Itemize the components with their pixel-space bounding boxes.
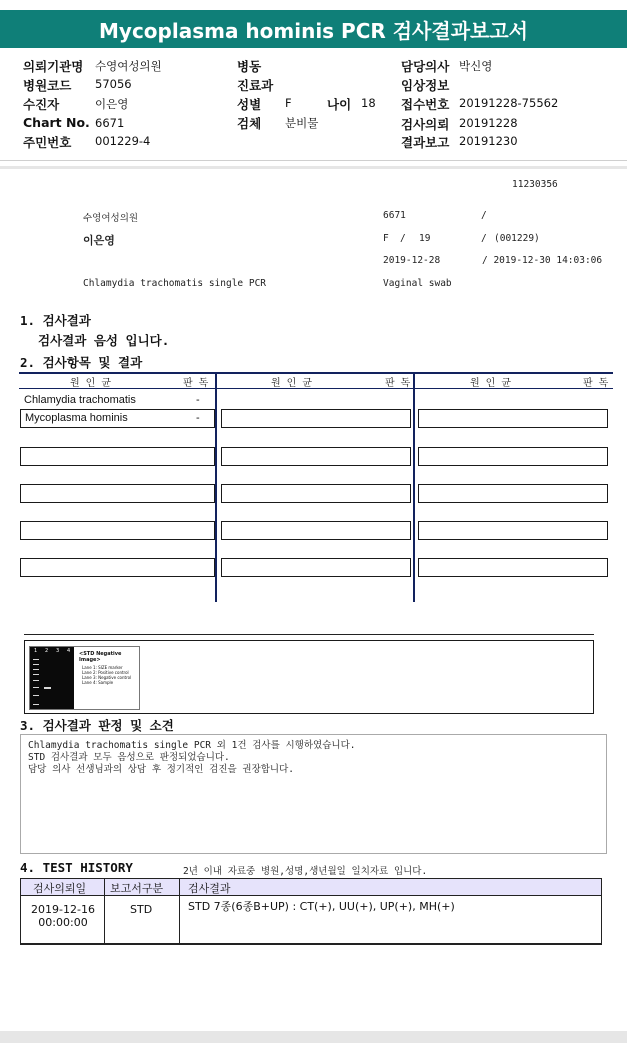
label-report-date: 결과보고	[401, 135, 450, 150]
gel-image	[29, 646, 140, 710]
value-report-date: 20191230	[459, 134, 518, 148]
label-receipt-no: 접수번호	[401, 97, 450, 112]
value-chart-no: 6671	[95, 116, 125, 130]
value-sex: F	[285, 96, 292, 110]
label-sex: 성별	[237, 97, 262, 112]
organism-name: Mycoplasma hominis	[25, 412, 128, 424]
value-hospital-code: 57056	[95, 77, 132, 91]
table-row	[20, 521, 215, 540]
history-col-type: 보고서구분	[110, 882, 164, 895]
section3-heading: 3. 검사결과 판정 및 소견	[20, 718, 174, 733]
header-divider-shadow	[0, 166, 627, 169]
label-request-date: 검사의뢰	[401, 117, 450, 132]
header-divider	[0, 160, 627, 161]
organism-result: -	[196, 412, 200, 424]
marker-band	[33, 674, 39, 675]
table-row	[20, 447, 215, 466]
label-patient: 수진자	[23, 97, 60, 112]
info-slash2: /	[481, 233, 487, 244]
section4-heading: 4. TEST HISTORY	[20, 860, 133, 875]
gel-lanes	[30, 647, 74, 709]
gel-legend-line: Lane 2: Positive control	[82, 670, 129, 675]
gel-panel	[24, 640, 594, 714]
gel-legend-line: Lane 3: Negative control	[82, 675, 132, 680]
value-receipt-no: 20191228-75562	[459, 96, 559, 110]
findings-line: Chlamydia trachomatis single PCR 외 1건 검사를 시행하였습니다.	[28, 740, 356, 751]
marker-band	[33, 704, 39, 705]
label-clinical-info: 임상정보	[401, 78, 450, 93]
positive-control-band	[44, 687, 51, 689]
section2-heading: 2. 검사항목 및 결과	[20, 355, 143, 370]
marker-band	[33, 687, 39, 688]
organism-name: Chlamydia trachomatis	[24, 394, 136, 406]
col-header-organism-1: 원 인 균	[70, 378, 112, 389]
section1-heading: 1. 검사결과	[20, 313, 91, 328]
table-row	[418, 447, 608, 466]
lane-number: 4	[67, 648, 71, 654]
table-row	[30, 903, 96, 929]
history-col-result: 검사결과	[188, 882, 231, 895]
lane-number: 2	[45, 648, 49, 654]
marker-band	[33, 659, 39, 660]
gel-legend	[82, 665, 131, 685]
col-header-result-2: 판 독	[385, 378, 411, 389]
value-age: 18	[361, 96, 376, 110]
table-row	[418, 484, 608, 503]
history-col-divider-2	[179, 878, 180, 944]
table-row	[418, 558, 608, 577]
findings-text	[28, 740, 355, 776]
label-requesting-institution: 의뢰기관명	[23, 59, 84, 74]
history-note: 2년 이내 자료중 병원,성명,생년월일 일치자료 입니다.	[183, 866, 428, 877]
value-specimen: 분비물	[285, 116, 319, 130]
info-test-name: Chlamydia trachomatis single PCR	[83, 278, 267, 289]
marker-band	[33, 680, 39, 681]
info-birth: (001229)	[494, 233, 540, 244]
gel-legend-line: Lane 1: SIZE marker	[82, 665, 123, 670]
table-row	[221, 558, 411, 577]
organism-result: -	[196, 394, 200, 406]
label-hospital-code: 병원코드	[23, 78, 72, 93]
col-header-result-1: 판 독	[183, 378, 209, 389]
value-requesting-institution: 수영여성의원	[95, 59, 162, 73]
value-request-date: 20191228	[459, 116, 518, 130]
findings-line: STD 검사결과 모두 음성으로 판정되었습니다.	[28, 752, 230, 763]
label-physician: 담당의사	[401, 59, 450, 74]
page-footer-bar	[0, 1031, 627, 1043]
history-col-divider-1	[104, 878, 105, 944]
marker-band	[33, 664, 39, 665]
info-reported: / 2019-12-30 14:03:06	[482, 255, 603, 266]
value-patient: 이은영	[95, 97, 129, 111]
gel-legend-title: <STD Negative Image>	[79, 651, 122, 663]
marker-band	[33, 695, 39, 696]
table-col-divider-2	[413, 372, 415, 602]
sample-code: 11230356	[512, 179, 558, 190]
info-chart-no: 6671	[383, 210, 406, 221]
history-date: 2019-12-16	[31, 903, 95, 916]
section1-result: 검사결과 음성 입니다.	[38, 333, 170, 348]
findings-line: 담당 의사 선생님과의 상담 후 정기적인 검진을 권장합니다.	[28, 764, 295, 775]
label-department: 진료과	[237, 78, 274, 93]
marker-band	[33, 669, 39, 670]
label-specimen: 검체	[237, 116, 262, 131]
history-time: 00:00:00	[38, 916, 88, 929]
label-ward: 병동	[237, 59, 262, 74]
info-slash: /	[481, 210, 487, 221]
table-row	[418, 521, 608, 540]
table-row	[221, 447, 411, 466]
table-row	[20, 409, 215, 428]
info-received: 2019-12-28	[383, 255, 441, 266]
history-left-border	[20, 878, 21, 944]
label-resident-no: 주민번호	[23, 135, 72, 150]
history-col-date: 검사의뢰일	[33, 882, 87, 895]
info-age: 19	[419, 233, 431, 244]
report-title: Mycoplasma hominis PCR 검사결과보고서	[0, 10, 627, 48]
table-row	[20, 558, 215, 577]
table-row	[221, 484, 411, 503]
gel-top-rule	[24, 634, 594, 635]
table-row	[418, 409, 608, 428]
info-patient: 이은영	[83, 234, 115, 247]
table-row	[221, 409, 411, 428]
table-row	[20, 484, 215, 503]
gel-legend-line: Lane 4: Sample	[82, 680, 114, 685]
info-sep: /	[400, 233, 406, 244]
label-chart-no: Chart No.	[23, 115, 90, 130]
info-specimen: Vaginal swab	[383, 278, 452, 289]
value-physician: 박신영	[459, 59, 493, 73]
col-header-organism-2: 원 인 균	[271, 378, 313, 389]
info-sex: F	[383, 233, 389, 244]
label-age: 나이	[327, 97, 352, 112]
findings-box	[20, 734, 607, 854]
value-resident-no: 001229-4	[95, 134, 151, 148]
history-result: STD 7종(6종B+UP) : CT(+), UU(+), UP(+), MH(+)	[188, 900, 455, 913]
history-header-row	[20, 878, 602, 896]
history-right-border	[601, 878, 602, 944]
history-bottom-rule	[20, 943, 602, 945]
history-type: STD	[130, 903, 153, 916]
table-row	[221, 521, 411, 540]
lane-number: 3	[56, 648, 60, 654]
lane-number: 1	[34, 648, 38, 654]
info-hospital: 수영여성의원	[83, 213, 139, 224]
col-header-organism-3: 원 인 균	[470, 378, 512, 389]
table-col-divider-1	[215, 372, 217, 602]
col-header-result-3: 판 독	[583, 378, 609, 389]
